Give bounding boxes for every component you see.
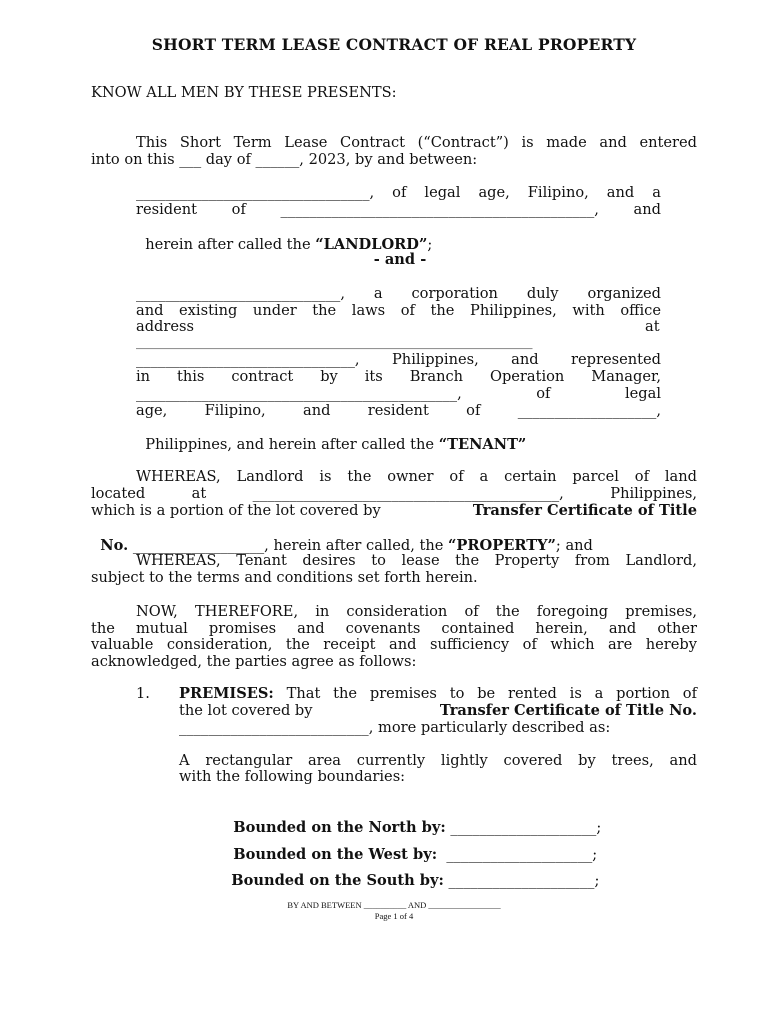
premises-text: That the premises to be rented is a portion of (273, 685, 697, 702)
footer-page-number: Page 1 of 4 (374, 911, 414, 921)
tenant-line-3-left: address (136, 318, 194, 335)
tct-label: Transfer Certificate of Title (472, 502, 697, 519)
tct-no-label: No. (100, 537, 129, 554)
tenant-label: “TENANT” (438, 436, 527, 453)
bound-west-blank: ____________________; (437, 846, 598, 863)
now-line-4: acknowledged, the parties agree as follows: (91, 653, 417, 670)
tenant-line-3-right: at (645, 318, 660, 335)
whereas2-line-2: subject to the terms and conditions set forth herein. (91, 569, 478, 586)
bound-north-label: Bounded on the North by: (233, 819, 446, 836)
premises-desc-1: A rectangular area currently lightly covered by trees, and (179, 752, 697, 769)
intro-line-2: into on this ___ day of ______, 2023, by and between: (91, 151, 478, 168)
whereas1-line-4 (91, 519, 593, 555)
landlord-line-1: ________________________________, of legal age, Filipino, and a (136, 184, 661, 201)
premises-label: PREMISES: (179, 685, 274, 702)
whereas1-text: which is a portion of the lot covered by (91, 502, 386, 519)
premises-text-2: the lot covered by (179, 702, 318, 719)
intro-line-1: This Short Term Lease Contract (“Contract”) is made and entered (136, 134, 697, 151)
whereas2-line-1: WHEREAS, Tenant desires to lease the Property from Landlord, (136, 552, 697, 569)
premises-line-1 (179, 685, 697, 703)
landlord-punct: ; (427, 236, 433, 253)
whereas1-line-1: WHEREAS, Landlord is the owner of a certain parcel of land (136, 468, 697, 485)
now-line-2: the mutual promises and covenants contained herein, and other (91, 620, 697, 637)
whereas1-line-3 (91, 502, 697, 520)
footer-parties: BY AND BETWEEN __________ AND _________________ (287, 900, 501, 910)
landlord-line-3 (136, 218, 432, 254)
and-separator: - and - (373, 251, 427, 268)
premises-desc-2: with the following boundaries: (179, 768, 406, 785)
landlord-label: “LANDLORD” (315, 236, 428, 253)
document-title: SHORT TERM LEASE CONTRACT OF REAL PROPERTY (151, 35, 637, 54)
now-line-1: NOW, THEREFORE, in consideration of the foregoing premises, (136, 603, 697, 620)
tenant-line-8: age, Filipino, and resident of ___________________, (136, 402, 661, 419)
bound-south-blank: ____________________; (443, 872, 600, 889)
property-label: “PROPERTY” (448, 537, 556, 554)
landlord-line-2: resident of ___________________________________________, and (136, 201, 661, 218)
know-all-heading: KNOW ALL MEN BY THESE PRESENTS: (91, 84, 397, 101)
tenant-text: Philippines, and herein after called the (145, 436, 439, 453)
whereas1-text-3: ; and (555, 537, 593, 554)
tenant-line-6: in this contract by its Branch Operation Manager, (136, 368, 661, 385)
whereas1-text-2: __________________, herein after called, the (128, 537, 449, 554)
whereas1-line-2: located at __________________________________________, Philippines, (91, 485, 697, 502)
tenant-line-9 (136, 418, 526, 454)
tenant-line-4: _____________________________________________________________ (136, 335, 533, 350)
bound-south-label: Bounded on the South by: (231, 872, 444, 889)
landlord-text: herein after called the (145, 236, 316, 253)
tenant-line-5: ______________________________, Philippines, and represented (136, 351, 661, 368)
bound-north-blank: ____________________; (445, 819, 602, 836)
tenant-line-1: ____________________________, a corporation duly organized (136, 285, 661, 302)
tenant-line-7: ____________________________________________, of legal (136, 385, 661, 402)
premises-tct-label: Transfer Certificate of Title No. (439, 702, 697, 719)
bound-south (222, 854, 599, 890)
bound-west-label: Bounded on the West by: (233, 846, 438, 863)
premises-number: 1. (136, 685, 150, 702)
premises-line-2 (179, 702, 697, 720)
premises-line-3: __________________________, more particularly described as: (179, 719, 611, 736)
now-line-3: valuable consideration, the receipt and sufficiency of which are hereby (91, 636, 697, 653)
tenant-line-2: and existing under the laws of the Philippines, with office (136, 302, 661, 319)
